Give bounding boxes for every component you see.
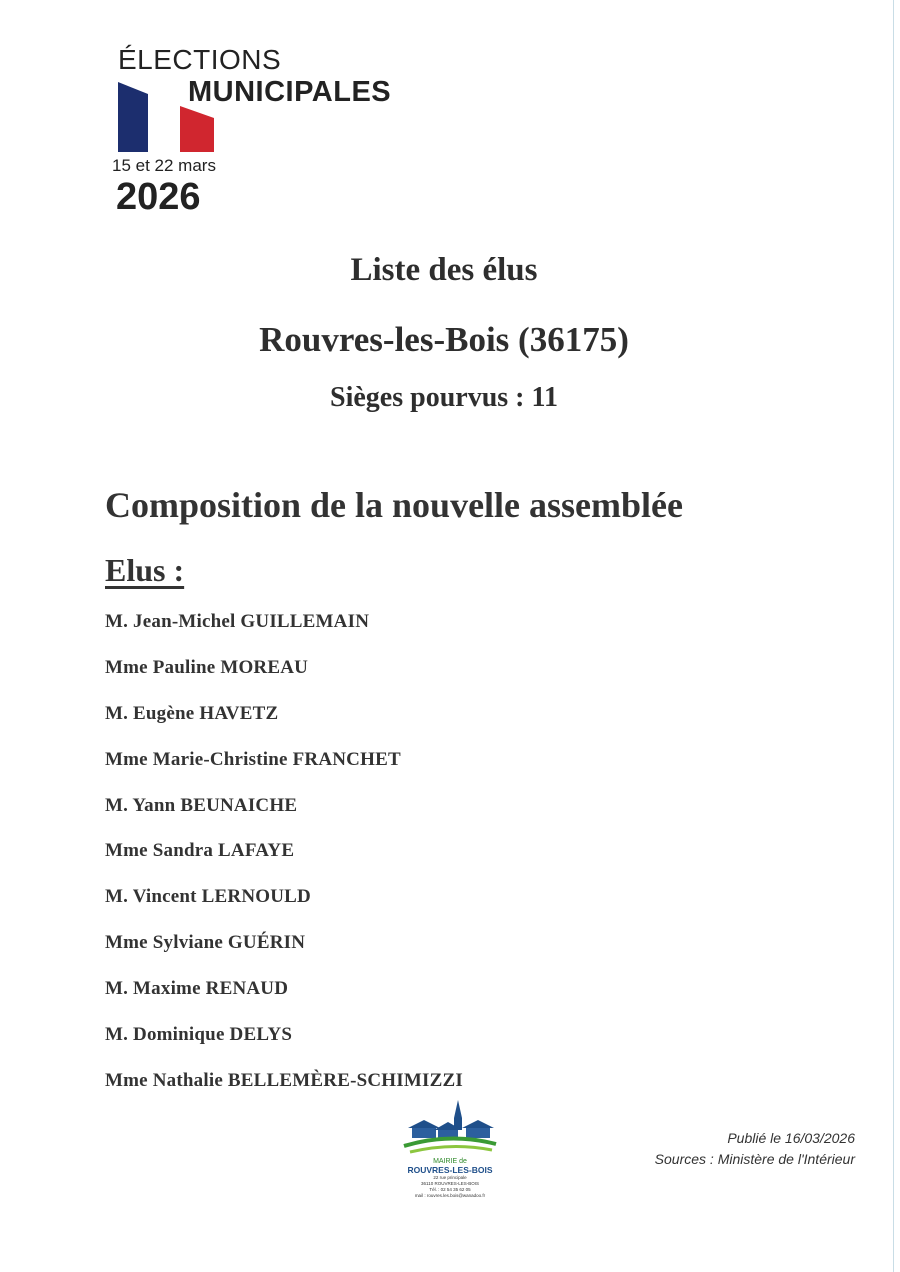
elected-member: Mme Pauline MOREAU: [105, 656, 309, 678]
elected-label: Elus :: [105, 552, 185, 588]
flag-white: [148, 94, 180, 152]
logo-dates: 15 et 22 mars: [112, 156, 216, 175]
commune-name: Rouvres-les-Bois (36175): [259, 320, 629, 359]
elected-member: M. Dominique DELYS: [105, 1024, 293, 1046]
elected-member: Mme Marie-Christine FRANCHET: [105, 748, 401, 770]
logo-year: 2026: [116, 176, 201, 218]
page-title: Liste des élus: [350, 252, 538, 288]
elected-member: Mme Nathalie BELLEMÈRE-SCHIMIZZI: [105, 1069, 463, 1091]
elected-member: M. Maxime RENAUD: [105, 978, 289, 1000]
elected-list: [105, 611, 463, 1116]
elected-member: Mme Sylviane GUÉRIN: [105, 932, 306, 954]
mairie-email: mail : rouvres.les.bois@wanadoo.fr: [414, 1193, 486, 1198]
elected-member: M. Eugène HAVETZ: [105, 702, 279, 724]
elected-member: M. Jean-Michel GUILLEMAIN: [105, 611, 370, 632]
village-logo-icon: [400, 1098, 500, 1160]
mairie-label: MAIRIE de: [433, 1158, 467, 1165]
elected-member: Mme Sandra LAFAYE: [105, 840, 295, 862]
section-title: Composition de la nouvelle assemblée: [105, 485, 684, 525]
published-date: Publié le 16/03/2026: [727, 1130, 855, 1146]
seats-filled: Sièges pourvus : 11: [330, 382, 558, 413]
logo-elections-text: ÉLECTIONS: [118, 44, 282, 75]
mairie-phone: Tél. : 02 54 35 62 05: [429, 1187, 471, 1192]
mairie-town: ROUVRES-LES-BOIS: [407, 1165, 493, 1175]
elections-logo: [112, 42, 412, 222]
elected-member: M. Yann BEUNAICHE: [105, 794, 298, 816]
elected-member: M. Vincent LERNOULD: [105, 886, 311, 908]
scan-edge-line: [893, 0, 894, 1272]
flag-red: [180, 106, 214, 152]
logo-municipales-text: MUNICIPALES: [188, 76, 392, 108]
mairie-postcode: 36110 ROUVRES-LES-BOIS: [421, 1181, 479, 1186]
publication-info: [655, 1128, 855, 1170]
sources: Sources : Ministère de l'Intérieur: [654, 1151, 855, 1167]
mairie-address: 22 rue principale: [433, 1175, 467, 1180]
flag-blue: [118, 82, 148, 152]
mairie-stamp: [398, 1098, 502, 1218]
